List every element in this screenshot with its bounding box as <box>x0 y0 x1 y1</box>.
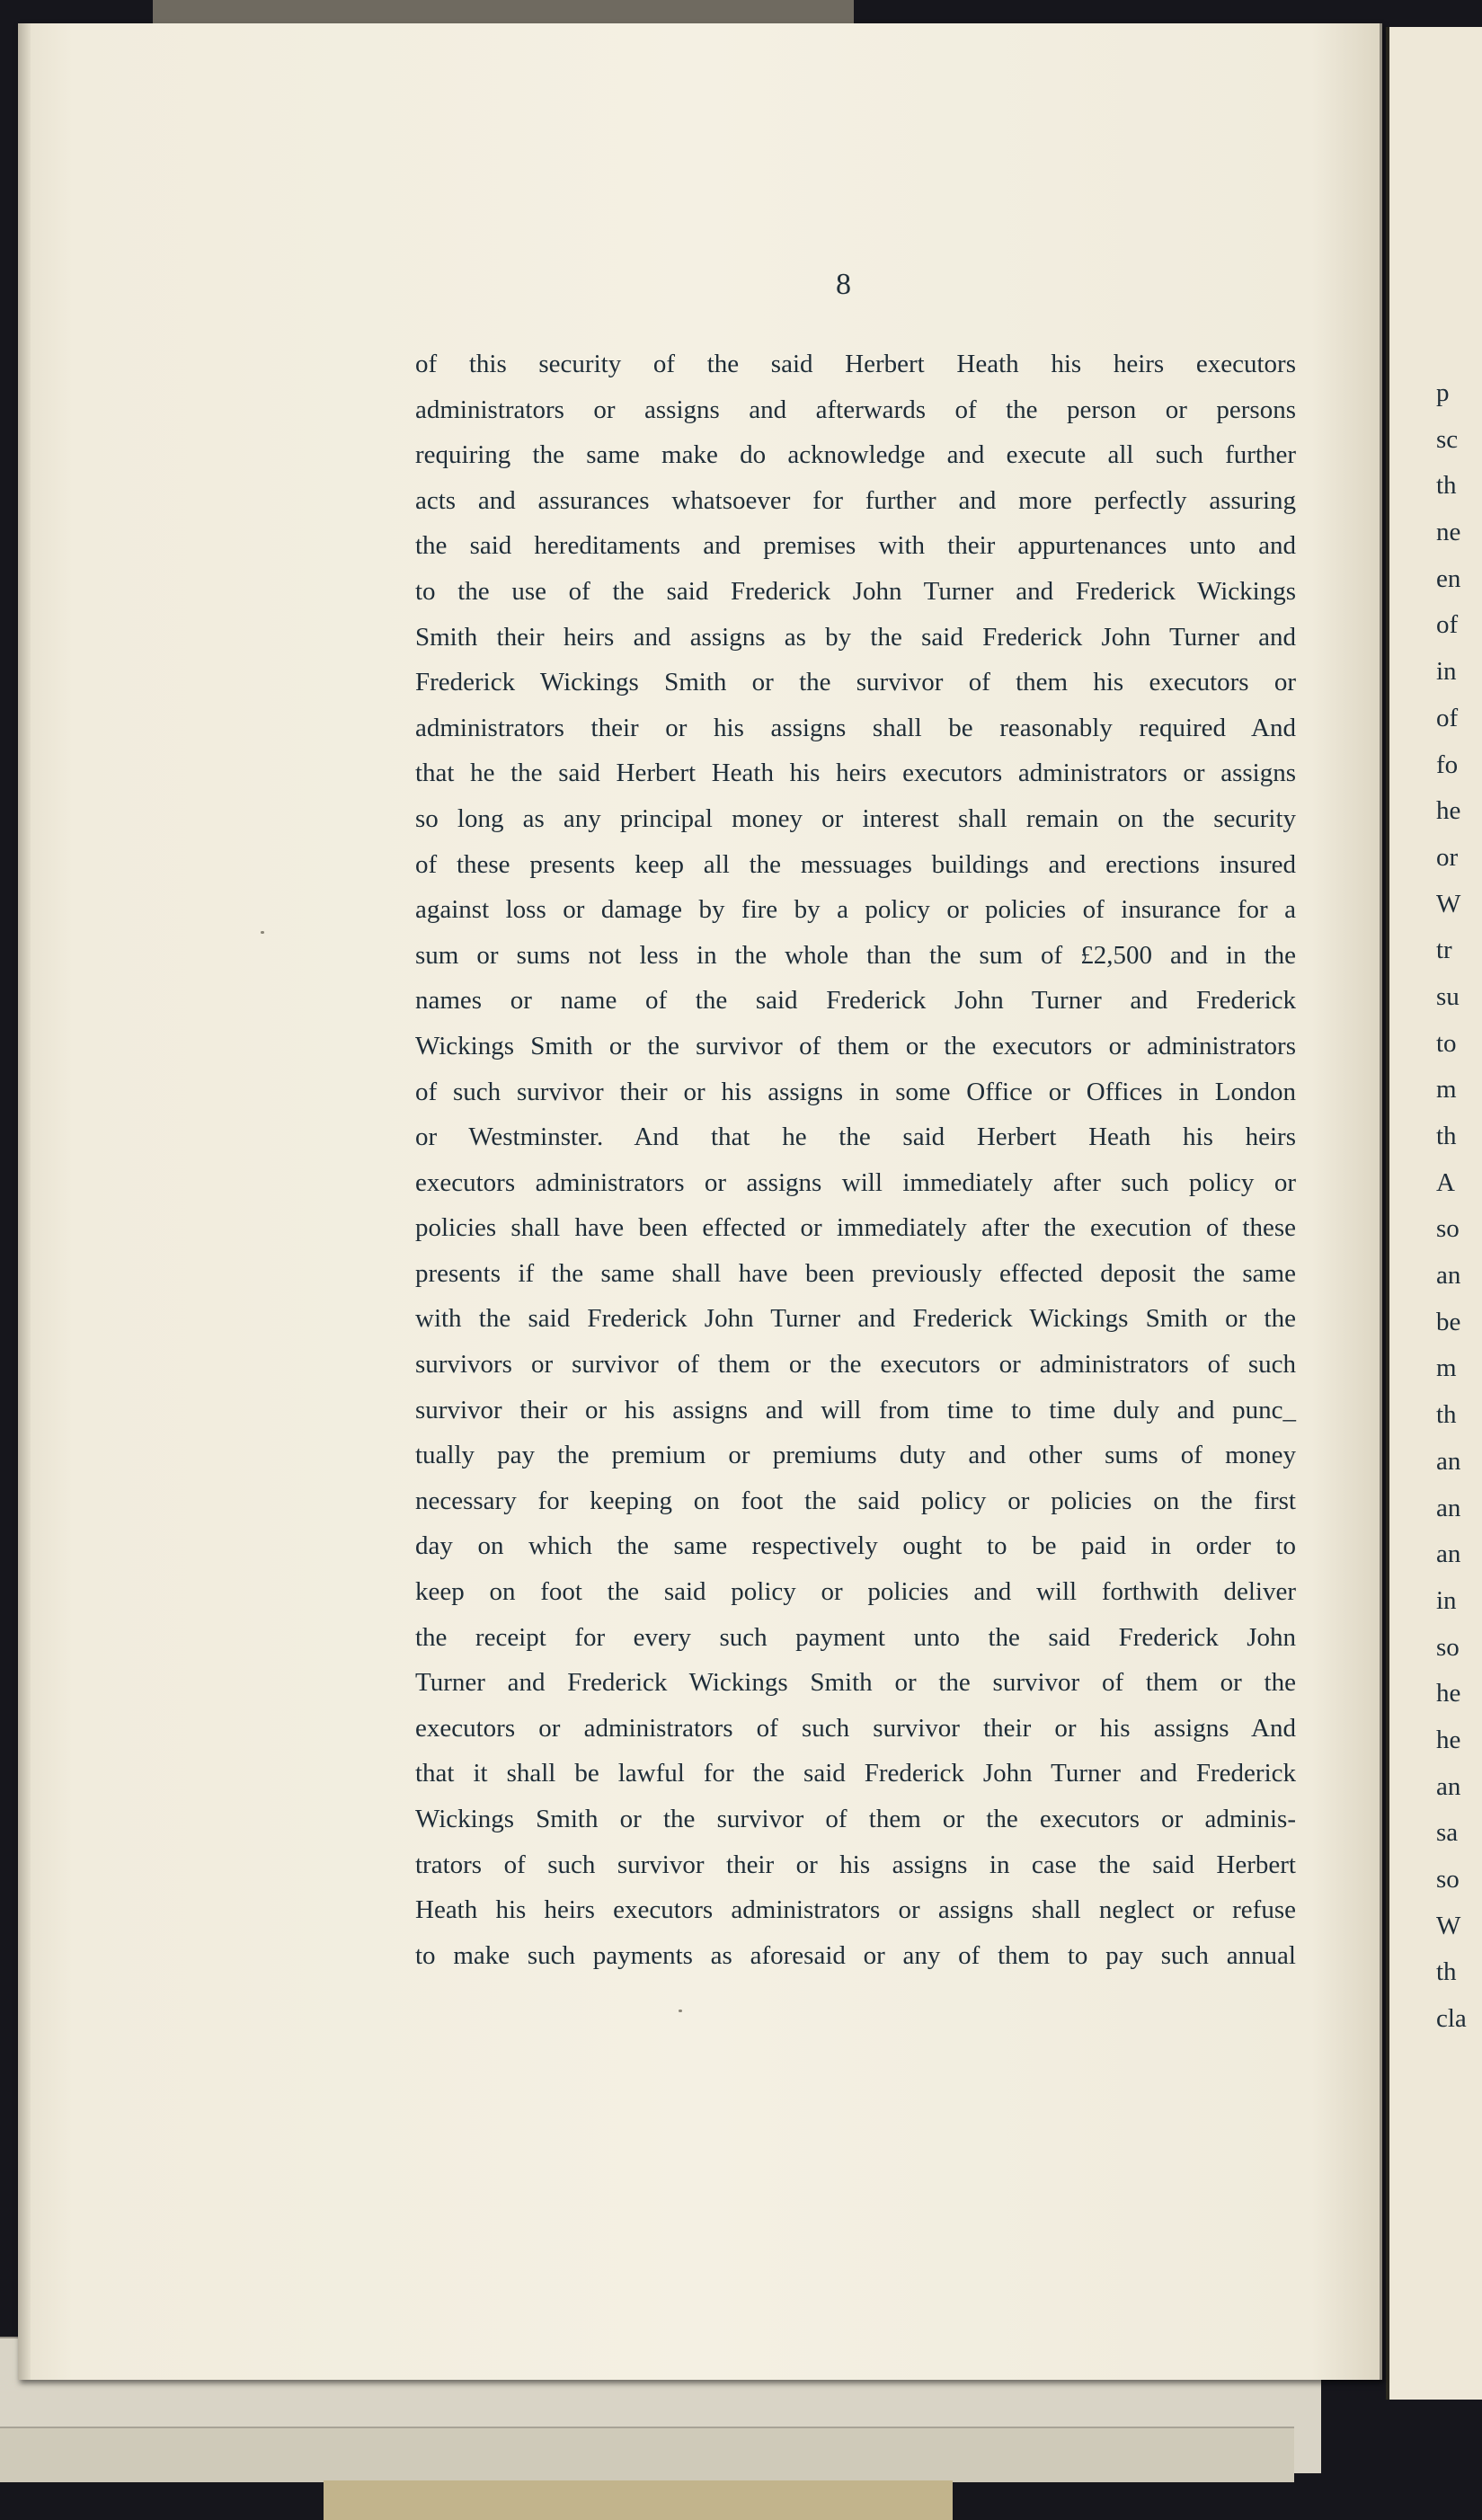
text-line <box>415 1842 1296 1888</box>
fragment-line: so <box>1436 1632 1460 1662</box>
text-line-content: Smith their heirs and assigns as by the said Frederick John Turner and <box>415 622 1296 652</box>
text-line <box>415 1933 1296 1979</box>
fragment-line: tr <box>1436 936 1452 965</box>
text-line <box>415 342 1296 387</box>
text-line <box>415 387 1296 433</box>
text-line <box>415 1388 1296 1433</box>
text-line <box>415 1569 1296 1615</box>
fragment-line: an <box>1436 1493 1461 1522</box>
fragment-line: th <box>1436 471 1457 501</box>
text-line-content: so long as any principal money or interest shall remain on the security <box>415 803 1296 833</box>
paper-speck <box>679 2010 682 2012</box>
text-line-content: names or name of the said Frederick John Turner and Frederick <box>415 986 1296 1016</box>
fragment-line: so <box>1436 1214 1460 1244</box>
text-line-content: the said hereditaments and premises with their appurtenances unto and <box>415 531 1296 561</box>
text-line-content: Frederick Wickings Smith or the survivor of them his executors or <box>415 668 1296 697</box>
text-line <box>415 750 1296 796</box>
fragment-line: su <box>1436 981 1460 1011</box>
text-line <box>415 1296 1296 1342</box>
text-line <box>415 569 1296 615</box>
text-line-content: day on which the same respectively ought to be paid in order to <box>415 1531 1296 1561</box>
fragment-line: to <box>1436 1028 1457 1058</box>
fragment-line: of <box>1436 703 1459 732</box>
text-line <box>415 1024 1296 1069</box>
text-line <box>415 1751 1296 1797</box>
underlying-page-stack-lower <box>0 2427 1294 2482</box>
text-line <box>415 1433 1296 1478</box>
text-line-content: tually pay the premium or premiums duty and other sums of money <box>415 1441 1296 1470</box>
text-line <box>415 523 1296 569</box>
text-line-content: survivor their or his assigns and will from time to time duly and punc_ <box>415 1395 1296 1424</box>
text-line <box>415 1205 1296 1251</box>
fragment-line: be <box>1436 1307 1461 1336</box>
text-line-content: Heath his heirs executors administrators or assigns shall neglect or refuse <box>415 1895 1296 1925</box>
fragment-line: of <box>1436 610 1459 640</box>
fragment-line: th <box>1436 1957 1457 1987</box>
text-line-content: or Westminster. And that he the said Herbert Heath his heirs <box>415 1122 1296 1152</box>
fragment-line: W <box>1436 1911 1461 1940</box>
fragment-line: so <box>1436 1865 1460 1894</box>
text-line-content: keep on foot the said policy or policies and will forthwith deliver <box>415 1577 1296 1607</box>
text-line-content: to the use of the said Frederick John Turner and Frederick Wickings <box>415 576 1296 606</box>
text-line-content: to make such payments as aforesaid or any of them to pay such annual <box>415 1940 1296 1970</box>
text-line-content: executors or administrators of such survivor their or his assigns And <box>415 1713 1296 1743</box>
body-text <box>415 342 1296 1978</box>
paper-speck <box>261 931 264 934</box>
underlying-sheet-bottom <box>324 2480 953 2520</box>
text-line-content: trators of such survivor their or his assigns in case the said Herbert <box>415 1850 1296 1879</box>
fragment-line: in <box>1436 657 1457 687</box>
text-line <box>415 1615 1296 1661</box>
fragment-line: ne <box>1436 518 1461 547</box>
text-line-content: against loss or damage by fire by a policy or policies of insurance for a <box>415 895 1296 925</box>
fragment-line: an <box>1436 1261 1461 1291</box>
fragment-line: cla <box>1436 2004 1467 2034</box>
fragment-line: an <box>1436 1446 1461 1476</box>
text-line <box>415 1523 1296 1569</box>
text-line-content: of this security of the said Herbert Heath his heirs executors <box>415 350 1296 378</box>
text-line-content: the receipt for every such payment unto the said Frederick John <box>415 1622 1296 1652</box>
text-line <box>415 432 1296 478</box>
text-line-content: of these presents keep all the messuages buildings and erections insured <box>415 849 1296 879</box>
text-line-content: survivors or survivor of them or the executors or administrators of such <box>415 1350 1296 1380</box>
fragment-line: he <box>1436 1725 1461 1754</box>
fragment-line: he <box>1436 796 1461 826</box>
fragment-line: in <box>1436 1585 1457 1615</box>
fragment-line: sc <box>1436 424 1459 454</box>
text-line-content: presents if the same shall have been previously effected deposit the same <box>415 1258 1296 1288</box>
text-line-content: Turner and Frederick Wickings Smith or the survivor of them or the <box>415 1668 1296 1698</box>
fragment-line: A <box>1436 1167 1455 1197</box>
fragment-line: fo <box>1436 750 1459 779</box>
text-line-content: acts and assurances whatsoever for further and more perfectly assuring <box>415 485 1296 515</box>
text-line-content: with the said Frederick John Turner and Frederick Wickings Smith or the <box>415 1304 1296 1334</box>
fragment-line: he <box>1436 1679 1461 1708</box>
text-line <box>415 1660 1296 1706</box>
next-page-edge <box>1386 27 1482 2400</box>
text-line-content: administrators or assigns and afterwards of the person or persons <box>415 395 1296 424</box>
text-line <box>415 1797 1296 1842</box>
text-line <box>415 1069 1296 1115</box>
text-line <box>415 1887 1296 1933</box>
fragment-line: m <box>1436 1353 1457 1383</box>
page-number: 8 <box>836 268 851 301</box>
text-line-content: of such survivor their or his assigns in some Office or Offices in London <box>415 1077 1296 1106</box>
text-line-content: necessary for keeping on foot the said policy or policies on the first <box>415 1486 1296 1515</box>
text-line-content: administrators their or his assigns shall be reasonably required And <box>415 713 1296 742</box>
fragment-line: en <box>1436 563 1461 593</box>
text-line <box>415 615 1296 661</box>
text-line <box>415 1478 1296 1524</box>
text-line-content: Wickings Smith or the survivor of them or the executors or administrators <box>415 1031 1296 1060</box>
text-line <box>415 1706 1296 1752</box>
fragment-line: p <box>1436 378 1450 407</box>
text-line-content: sum or sums not less in the whole than the sum of £2,500 and in the <box>415 940 1296 970</box>
text-line <box>415 660 1296 705</box>
text-line <box>415 1114 1296 1160</box>
fragment-line: sa <box>1436 1818 1459 1848</box>
fragment-line: or <box>1436 842 1459 872</box>
text-line-content: that he the said Herbert Heath his heirs executors administrators or assigns <box>415 759 1296 788</box>
text-line-content: requiring the same make do acknowledge and execute all such further <box>415 440 1296 470</box>
text-line <box>415 1251 1296 1297</box>
text-line-content: that it shall be lawful for the said Frederick John Turner and Frederick <box>415 1759 1296 1788</box>
text-line <box>415 933 1296 979</box>
fragment-line: th <box>1436 1400 1457 1430</box>
text-line-content: policies shall have been effected or immediately after the execution of these <box>415 1213 1296 1243</box>
text-line <box>415 978 1296 1024</box>
next-page-text-fragments <box>1436 370 1467 2043</box>
fragment-line: W <box>1436 889 1461 918</box>
fragment-line: an <box>1436 1540 1461 1569</box>
text-line-content: Wickings Smith or the survivor of them or the executors or adminis- <box>415 1805 1296 1833</box>
text-line <box>415 1160 1296 1206</box>
text-line-content: executors administrators or assigns will immediately after such policy or <box>415 1167 1296 1197</box>
text-line <box>415 842 1296 888</box>
text-line <box>415 796 1296 842</box>
text-line <box>415 887 1296 933</box>
fragment-line: m <box>1436 1075 1457 1105</box>
text-line <box>415 1342 1296 1388</box>
text-line <box>415 705 1296 751</box>
fragment-line: an <box>1436 1771 1461 1801</box>
page-binding-edge <box>18 23 31 2380</box>
fragment-line: th <box>1436 1122 1457 1150</box>
text-line <box>415 478 1296 524</box>
